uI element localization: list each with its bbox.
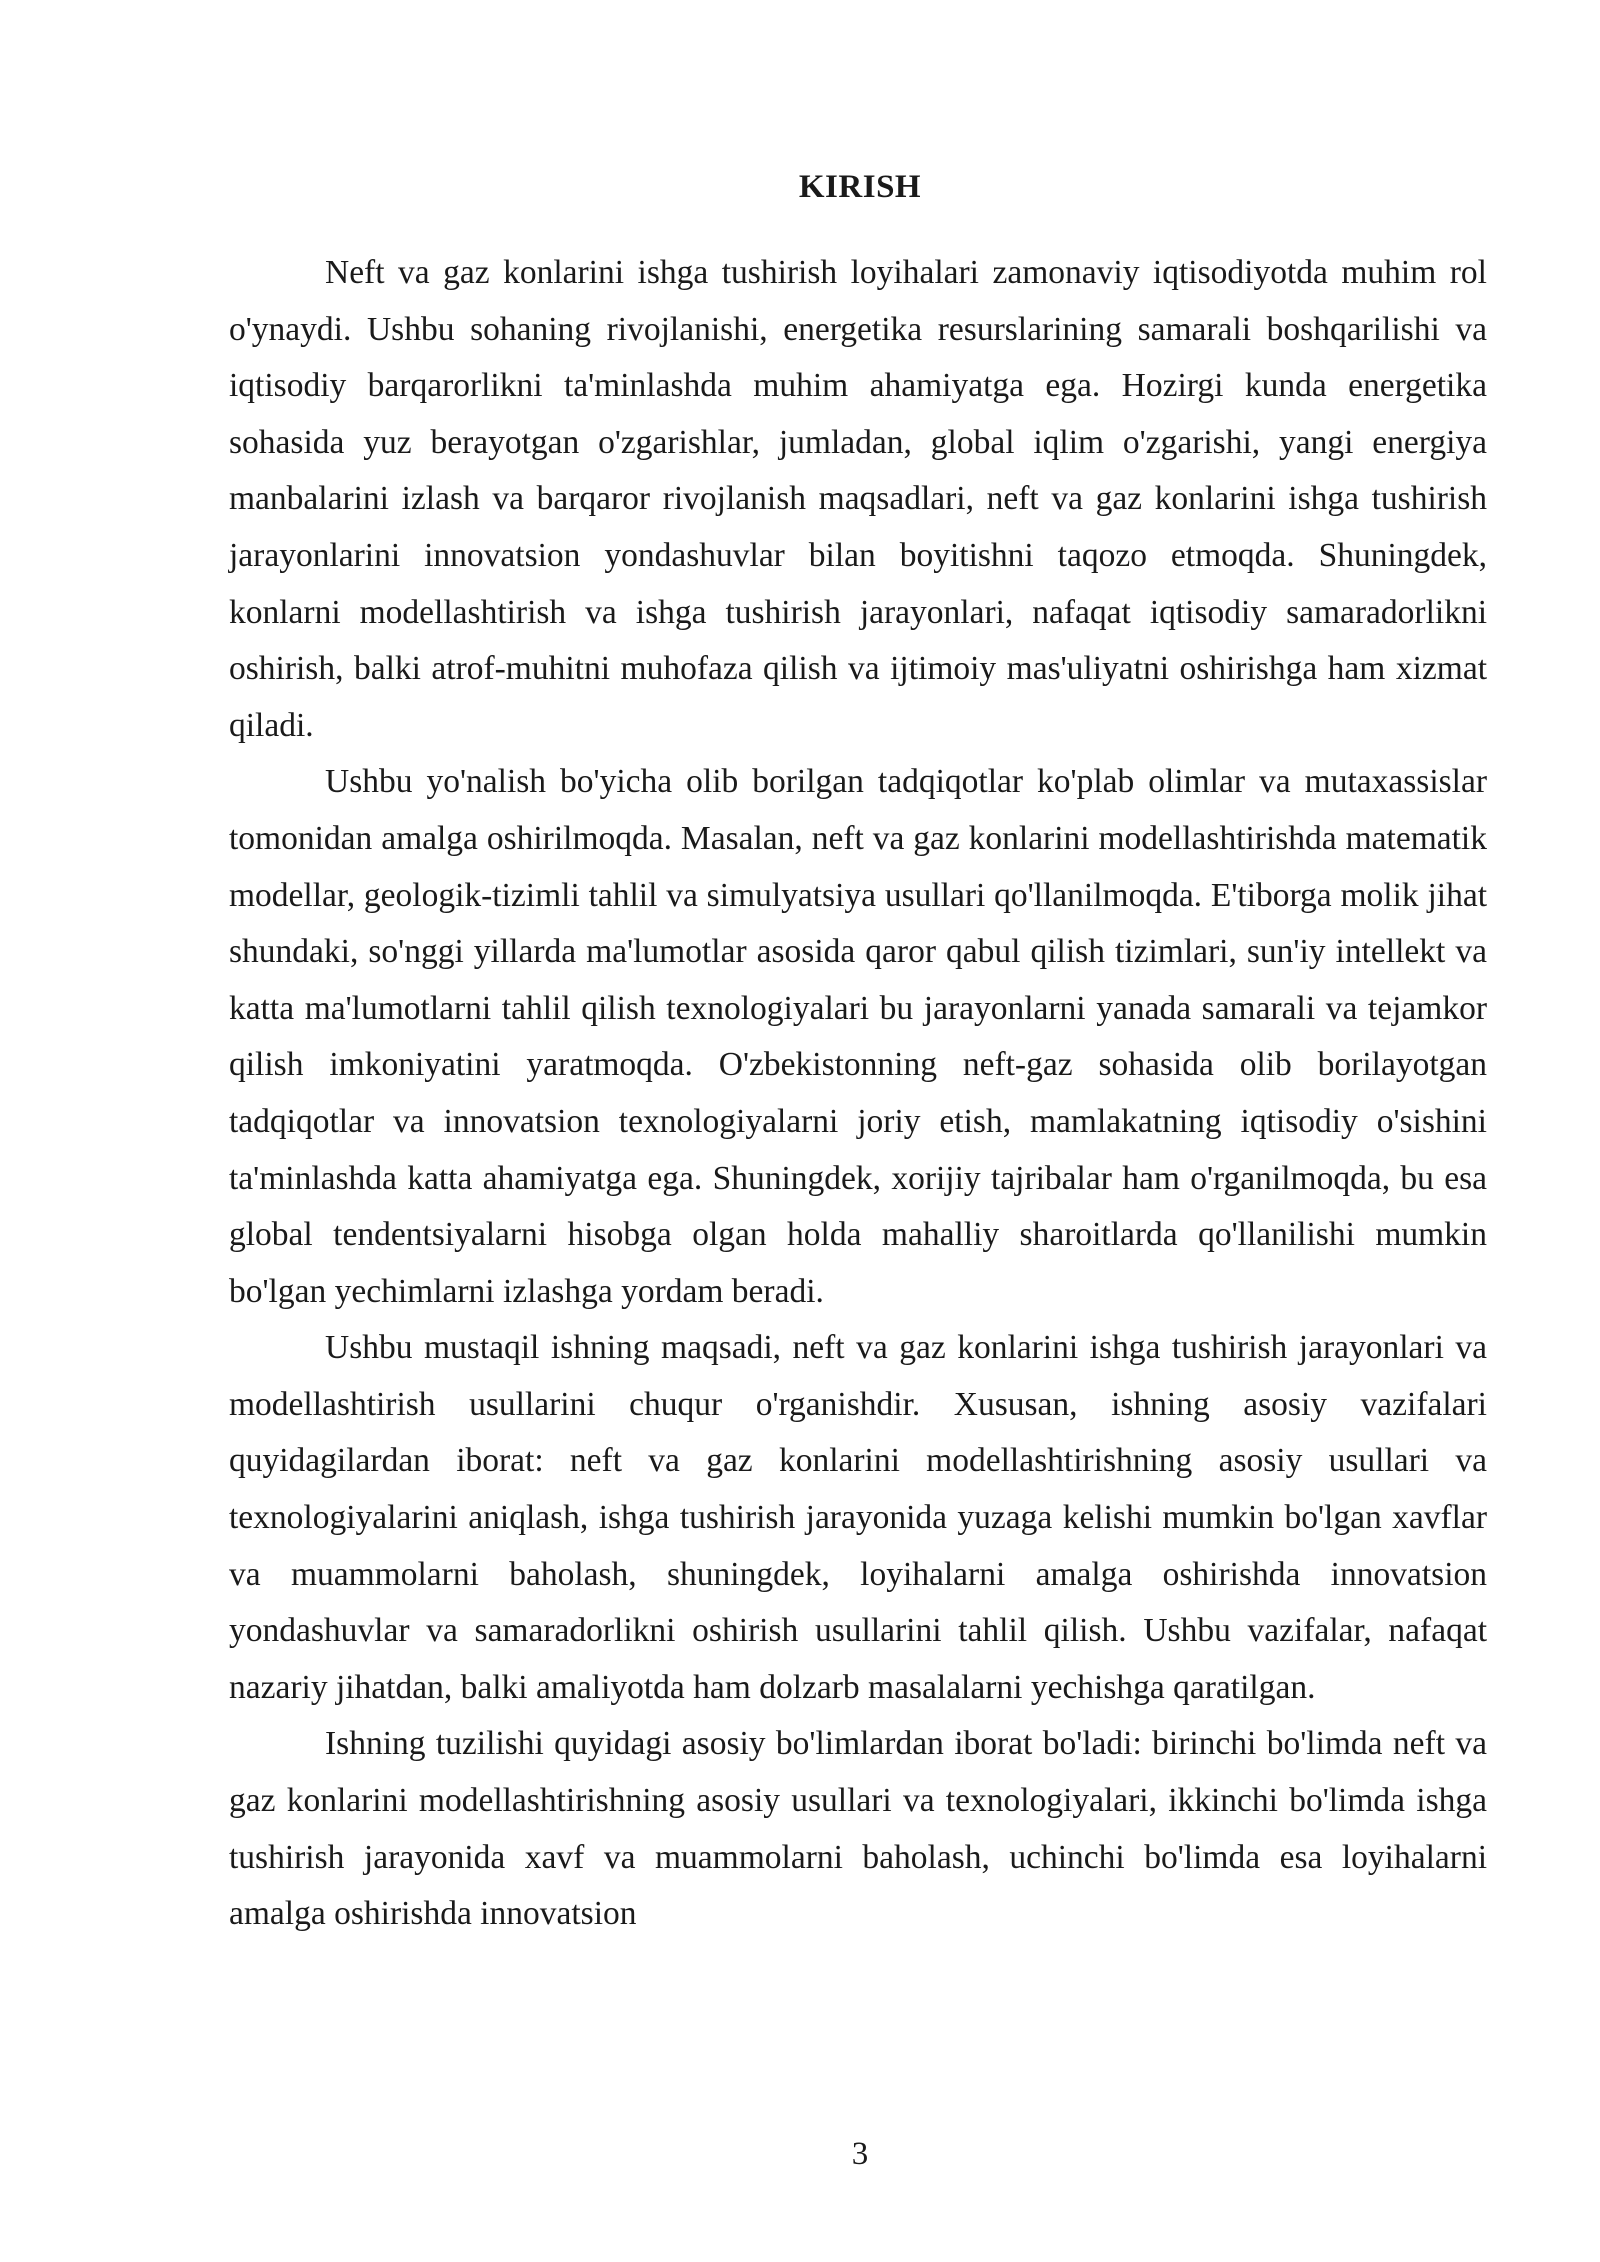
section-title: KIRISH [798,169,922,205]
page-number: 3 [851,2136,869,2172]
paragraph-2: Ushbu yo'nalish bo'yicha olib borilgan tadqiqotlar ko'plab olimlar va mutaxassislar tomonidan amalga oshirilmoqda. Masalan, neft va gaz konlarini modellashtirishda matematik modellar, geologik-tizimli tahlil va simulyatsiya usullari qo'llanilmoqda. E'tiborga molik jihat shundaki, so'nggi yillarda ma'lumotlar asosida qaror qabul qilish tizimlari, sun'iy intellekt va katta ma'lumotlarni tahlil qilish texnologiyalari bu jarayonlarni yanada samarali va tejamkor qilish imkoniyatini yaratmoqda. O'zbekistonning neft-gaz sohasida olib borilayotgan tadqiqotlar va innovatsion texnologiyalarni joriy etish, mamlakatning iqtisodiy o'sishini ta'minlashda katta ahamiyatga ega. Shuningdek, xorijiy tajribalar ham o'rganilmoqda, bu esa global tendentsiyalarni hisobga olgan holda mahalliy sharoitlarda qo'llanilishi mumkin bo'lgan yechimlarni izlashga yordam beradi. [229,763,1487,1310]
paragraph-1: Neft va gaz konlarini ishga tushirish loyihalari zamonaviy iqtisodiyotda muhim rol o'ynaydi. Ushbu sohaning rivojlanishi, energetika resurslarining samarali boshqarilishi va iqtisodiy barqarorlikni ta'minlashda muhim ahamiyatga ega. Hozirgi kunda energetika sohasida yuz berayotgan o'zgarishlar, jumladan, global iqlim o'zgarishi, yangi energiya manbalarini izlash va barqaror rivojlanish maqsadlari, neft va gaz konlarini ishga tushirish jarayonlarini innovatsion yondashuvlar bilan boyitishni taqozo etmoqda. Shuningdek, konlarni modellashtirish va ishga tushirish jarayonlari, nafaqat iqtisodiy samaradorlikni oshirish, balki atrof-muhitni muhofaza qilish va ijtimoiy mas'uliyatni oshirishga ham xizmat qiladi. [229,254,1487,744]
paragraph-3: Ushbu mustaqil ishning maqsadi, neft va gaz konlarini ishga tushirish jarayonlari va modellashtirish usullarini chuqur o'rganishdir. Xususan, ishning asosiy vazifalari quyidagilardan iborat: neft va gaz konlarini modellashtirishning asosiy usullari va texnologiyalarini aniqlash, ishga tushirish jarayonida yuzaga kelishi mumkin bo'lgan xavflar va muammolarni baholash, shuningdek, loyihalarni amalga oshirishda innovatsion yondashuvlar va samaradorlikni oshirish usullarini tahlil qilish. Ushbu vazifalar, nafaqat nazariy jihatdan, balki amaliyotda ham dolzarb masalalarni yechishga qaratilgan. [229,1329,1487,1706]
paragraph-4: Ishning tuzilishi quyidagi asosiy bo'limlardan iborat bo'ladi: birinchi bo'limda neft va gaz konlarini modellashtirishning asosiy usullari va texnologiyalari, ikkinchi bo'limda ishga tushirish jarayonida xavf va muammolarni baholash, uchinchi bo'limda esa loyihalarni amalga oshirishda innovatsion [229,1725,1487,1933]
body-text [229,245,1487,1943]
